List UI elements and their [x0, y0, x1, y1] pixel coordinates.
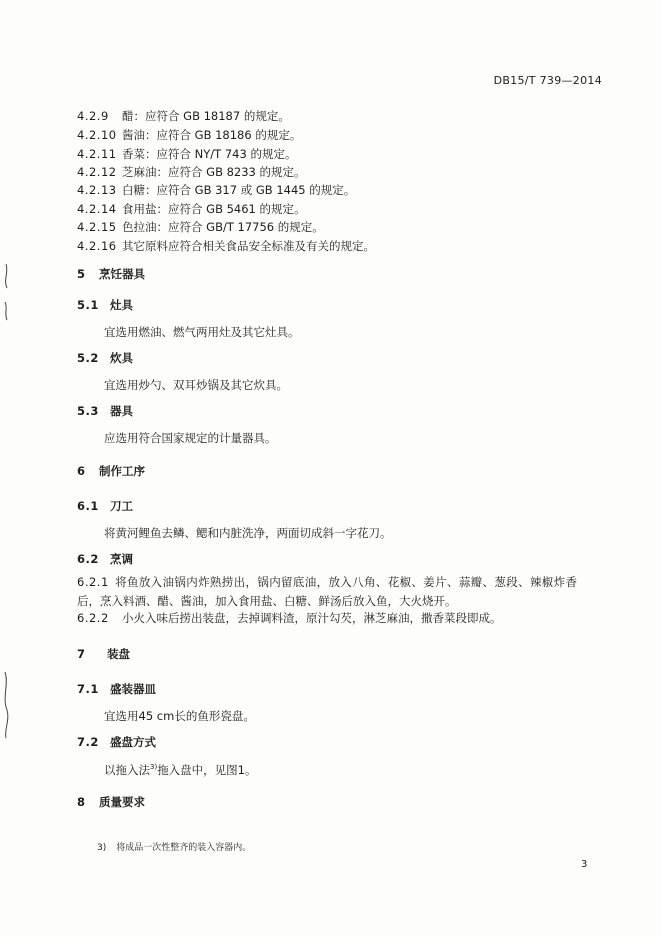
clause-text: 白糖：应符合 GB 317 或 GB 1445 的规定。 [122, 183, 356, 197]
paragraph-7-2 [104, 763, 257, 778]
subsection-number: 5.2 [77, 351, 99, 365]
page-number: 3 [581, 859, 588, 870]
section-number: 7 [77, 647, 86, 661]
clause-4-2-10 [77, 129, 301, 143]
section-number: 5 [77, 267, 86, 281]
subsection-title: 盛装器皿 [110, 682, 156, 696]
subsection-title: 器具 [110, 404, 133, 418]
paragraph-5-1: 宜选用燃油、燃气两用灶及其它灶具。 [104, 325, 300, 339]
scan-edge-mark [0, 262, 12, 322]
section-heading-7 [77, 648, 130, 662]
clause-text: 小火入味后捞出装盘，去掉调料渣，原汁勾芡，淋芝麻油，撒香菜段即成。 [122, 611, 502, 625]
paragraph-7-1: 宜选用45 cm长的鱼形瓷盘。 [104, 709, 255, 723]
clause-text: 酱油：应符合 GB 18186 的规定。 [122, 128, 302, 142]
clause-number: 4.2.9 [77, 109, 109, 123]
footnote-text: 将成品一次性整齐的装入容器内。 [116, 843, 252, 853]
document-code: DB15/T 739—2014 [493, 74, 602, 87]
clause-4-2-15 [77, 221, 324, 235]
subsection-number: 5.1 [77, 298, 99, 312]
clause-4-2-9 [77, 110, 290, 124]
subsection-title: 灶具 [110, 298, 133, 312]
subsection-heading-6-2 [77, 553, 133, 567]
clause-number: 4.2.14 [77, 202, 117, 216]
section-title: 制作工序 [99, 464, 145, 478]
section-number: 8 [77, 795, 86, 809]
paragraph-5-2: 宜选用炒勺、双耳炒锅及其它炊具。 [104, 378, 288, 392]
subsection-title: 盛盘方式 [110, 735, 156, 749]
subsection-heading-5-1 [77, 299, 133, 313]
clause-text: 香菜：应符合 NY/T 743 的规定。 [122, 147, 297, 161]
scan-edge-mark [0, 670, 12, 740]
subsection-number: 7.2 [77, 735, 99, 749]
paragraph-6-2-2 [77, 612, 502, 626]
clause-text: 其它原料应符合相关食品安全标准及有关的规定。 [122, 239, 375, 253]
subsection-title: 炊具 [110, 351, 133, 365]
clause-4-2-11 [77, 148, 296, 162]
section-title: 装盘 [107, 647, 130, 661]
clause-number: 6.2.2 [77, 611, 109, 625]
section-title: 质量要求 [99, 795, 145, 809]
subsection-heading-5-2 [77, 352, 133, 366]
clause-text: 色拉油：应符合 GB/T 17756 的规定。 [122, 220, 324, 234]
clause-4-2-16 [77, 240, 375, 254]
section-heading-6 [77, 465, 145, 479]
subsection-heading-7-2 [77, 736, 156, 750]
clause-text: 芝麻油：应符合 GB 8233 的规定。 [122, 165, 306, 179]
subsection-title: 刀工 [110, 499, 133, 513]
clause-number: 4.2.15 [77, 220, 117, 234]
section-title: 烹饪器具 [99, 267, 145, 281]
subsection-heading-6-1 [77, 500, 133, 514]
subsection-title: 烹调 [110, 552, 133, 566]
paragraph-6-1: 将黄河鲤鱼去鳞、鳃和内脏洗净，两面切成斜一字花刀。 [104, 526, 392, 540]
clause-4-2-12 [77, 166, 306, 180]
section-heading-5 [77, 268, 145, 282]
paragraph-text: 拖入盘中，见图1。 [157, 762, 257, 777]
subsection-number: 6.1 [77, 499, 99, 513]
subsection-number: 6.2 [77, 552, 99, 566]
paragraph-text: 以拖入法 [104, 762, 150, 777]
footnote-reference[interactable]: 3) [150, 763, 158, 771]
section-number: 6 [77, 464, 86, 478]
clause-number: 4.2.10 [77, 128, 117, 142]
subsection-heading-7-1 [77, 683, 156, 697]
footnote [97, 843, 251, 854]
paragraph-5-3: 应选用符合国家规定的计量器具。 [104, 431, 277, 445]
clause-number: 4.2.13 [77, 183, 117, 197]
subsection-number: 7.1 [77, 682, 99, 696]
clause-number: 4.2.11 [77, 147, 117, 161]
paragraph-6-2-1 [77, 573, 577, 611]
clause-number: 4.2.12 [77, 165, 117, 179]
clause-text: 醋：应符合 GB 18187 的规定。 [122, 109, 290, 123]
clause-number: 4.2.16 [77, 239, 117, 253]
clause-number: 6.2.1 [77, 575, 109, 589]
subsection-heading-5-3 [77, 405, 133, 419]
clause-4-2-13 [77, 184, 355, 198]
footnote-number: 3) [97, 843, 107, 853]
clause-4-2-14 [77, 203, 306, 217]
clause-text: 将鱼放入油锅内炸熟捞出，锅内留底油，放入八角、花椒、姜片、蒜瓣、葱段、辣椒炸香后，烹入料酒、醋、酱油，加入食用盐、白糖、鲜汤后放入鱼，大火烧开。 [77, 575, 577, 608]
clause-text: 食用盐：应符合 GB 5461 的规定。 [122, 202, 306, 216]
section-heading-8 [77, 796, 145, 810]
subsection-number: 5.3 [77, 404, 99, 418]
